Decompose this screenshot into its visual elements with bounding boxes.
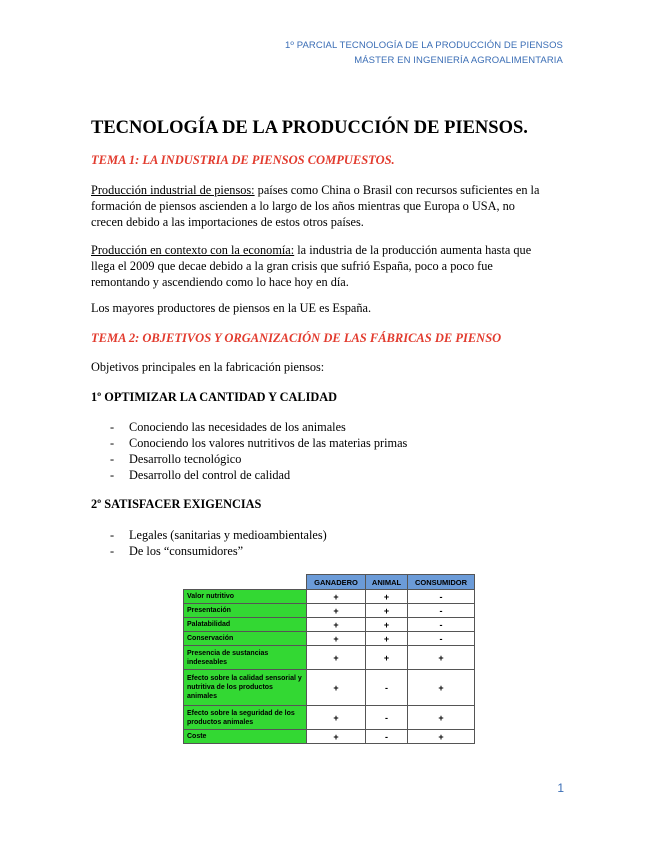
cell-ganadero: + <box>307 646 366 670</box>
objective-1-heading: 1º OPTIMIZAR LA CANTIDAD Y CALIDAD <box>91 390 338 404</box>
objetivos-intro: Objetivos principales en la fabricación piensos: <box>91 360 325 374</box>
list-dash: - <box>110 420 115 434</box>
paragraph-lead: Producción en contexto con la economía: <box>91 243 295 257</box>
row-label: Efecto sobre la seguridad de los productos animales <box>184 706 307 730</box>
cell-animal: - <box>366 706 408 730</box>
row-label: Efecto sobre la calidad sensorial y nutritiva de los productos animales <box>184 670 307 706</box>
row-label: Presentación <box>184 604 307 618</box>
row-label: Conservación <box>184 632 307 646</box>
list-dash: - <box>110 544 115 558</box>
list-dash: - <box>110 452 115 466</box>
paragraph-lead: Producción industrial de piensos: <box>91 183 255 197</box>
cell-ganadero: + <box>307 618 366 632</box>
list-item <box>110 543 327 559</box>
section-heading-tema1: TEMA 1: LA INDUSTRIA DE PIENSOS COMPUESTOS. <box>91 153 395 167</box>
cell-consumidor: + <box>408 706 475 730</box>
cell-ganadero: + <box>307 730 366 744</box>
cell-animal: + <box>366 604 408 618</box>
cell-ganadero: + <box>307 670 366 706</box>
list-dash: - <box>110 468 115 482</box>
list-item <box>110 451 407 467</box>
table-row <box>184 590 475 604</box>
cell-consumidor: - <box>408 618 475 632</box>
cell-consumidor: + <box>408 646 475 670</box>
paragraph-mayores-productores: Los mayores productores de piensos en la UE es España. <box>91 301 372 315</box>
table-row <box>184 730 475 744</box>
cell-animal: + <box>366 618 408 632</box>
cell-consumidor: - <box>408 590 475 604</box>
cell-ganadero: + <box>307 590 366 604</box>
cell-consumidor: - <box>408 632 475 646</box>
list-item <box>110 435 407 451</box>
column-header-consumidor: CONSUMIDOR <box>408 575 475 590</box>
cell-consumidor: + <box>408 730 475 744</box>
cell-animal: + <box>366 632 408 646</box>
objective-2-list <box>110 527 327 559</box>
page-number: 1 <box>557 781 564 795</box>
objective-2-heading: 2º SATISFACER EXIGENCIAS <box>91 497 262 511</box>
list-item-text: De los “consumidores” <box>129 544 244 558</box>
row-label: Presencia de sustancias indeseables <box>184 646 307 670</box>
running-header-degree: MÁSTER EN INGENIERÍA AGROALIMENTARIA <box>354 55 563 66</box>
row-label: Valor nutritivo <box>184 590 307 604</box>
cell-animal: - <box>366 670 408 706</box>
list-item <box>110 419 407 435</box>
section-heading-tema2: TEMA 2: OBJETIVOS Y ORGANIZACIÓN DE LAS FÁBRICAS DE PIENSO <box>91 331 502 345</box>
cell-animal: - <box>366 730 408 744</box>
list-item <box>110 527 327 543</box>
column-header-ganadero: GANADERO <box>307 575 366 590</box>
table-corner-cell <box>184 575 307 590</box>
objective-1-list <box>110 419 407 483</box>
running-header-course: 1º PARCIAL TECNOLOGÍA DE LA PRODUCCIÓN DE PIENSOS <box>285 40 563 51</box>
list-dash: - <box>110 436 115 450</box>
list-item-text: Conociendo los valores nutritivos de las materias primas <box>129 436 408 450</box>
criteria-table <box>183 574 475 744</box>
list-item-text: Conociendo las necesidades de los animales <box>129 420 346 434</box>
paragraph-body: la industria de la producción aumenta hasta que llega el 2009 que decae debido a la gran crisis que sufrió España, poco a poco fue remontando y ascendiendo como lo hace hoy en día. <box>91 243 532 289</box>
table-row <box>184 646 475 670</box>
cell-ganadero: + <box>307 632 366 646</box>
table-row <box>184 706 475 730</box>
list-item-text: Legales (sanitarias y medioambientales) <box>129 528 327 542</box>
paragraph-produccion-economia <box>91 242 541 290</box>
cell-animal: + <box>366 646 408 670</box>
list-dash: - <box>110 528 115 542</box>
column-header-animal: ANIMAL <box>366 575 408 590</box>
table-header-row <box>184 575 475 590</box>
paragraph-body: países como China o Brasil con recursos suficientes en la formación de piensos ascienden a lo largo de los años mientras que Europa o USA, no crecen debido a las importaciones de estos otros países. <box>91 183 540 229</box>
cell-consumidor: + <box>408 670 475 706</box>
cell-ganadero: + <box>307 604 366 618</box>
list-item-text: Desarrollo del control de calidad <box>129 468 291 482</box>
row-label: Coste <box>184 730 307 744</box>
cell-animal: + <box>366 590 408 604</box>
table-row <box>184 632 475 646</box>
list-item-text: Desarrollo tecnológico <box>129 452 242 466</box>
table-row <box>184 670 475 706</box>
table-row <box>184 604 475 618</box>
list-item <box>110 467 407 483</box>
page-title: TECNOLOGÍA DE LA PRODUCCIÓN DE PIENSOS. <box>91 118 528 138</box>
row-label: Palatabilidad <box>184 618 307 632</box>
cell-ganadero: + <box>307 706 366 730</box>
paragraph-produccion-industrial <box>91 182 541 230</box>
table-row <box>184 618 475 632</box>
cell-consumidor: - <box>408 604 475 618</box>
